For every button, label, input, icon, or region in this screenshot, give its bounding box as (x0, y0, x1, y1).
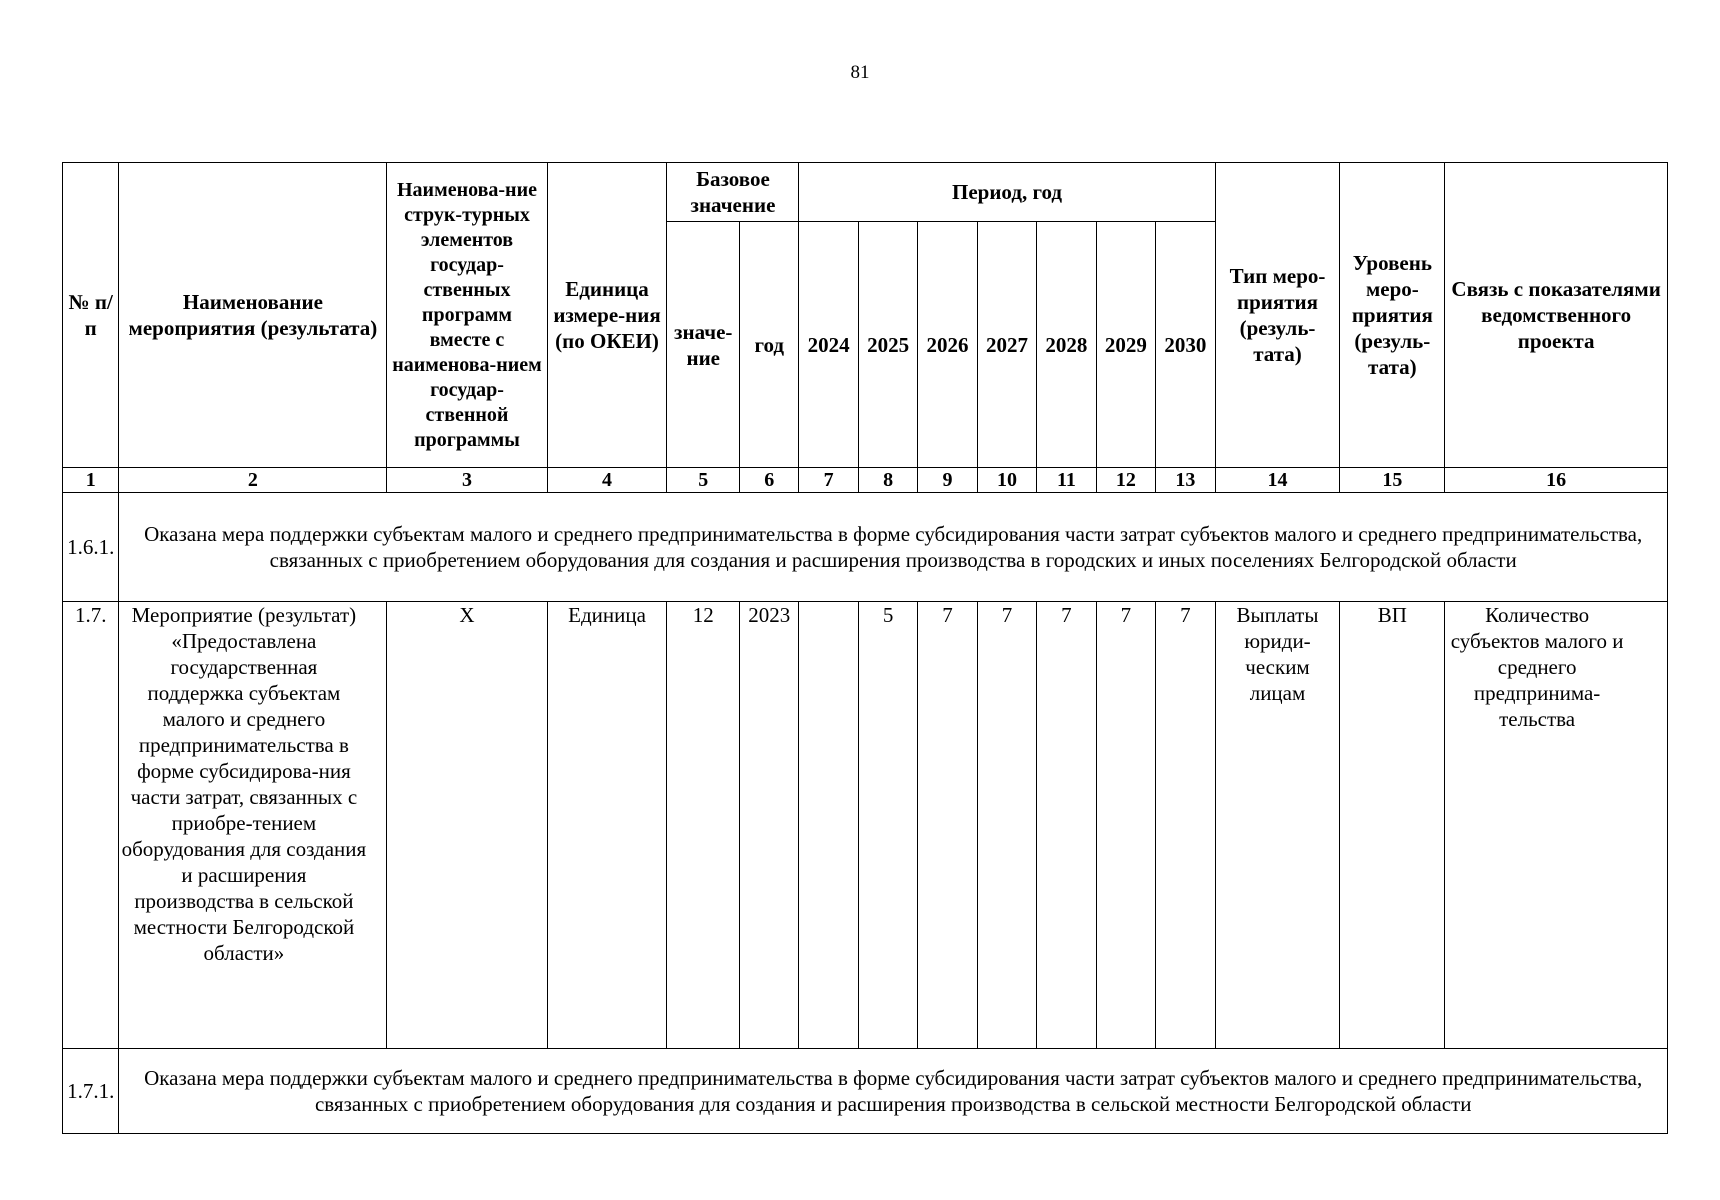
column-number: 1 (63, 468, 119, 493)
event-type-cell: Выплаты юриди-ческим лицам (1215, 602, 1340, 1049)
header-structural: Наименова-ние струк-турных элементов государ-ственных программ вместе с наименова-нием государ-ственной программы (387, 163, 547, 468)
header-name: Наименование мероприятия (результата) (119, 163, 387, 468)
year-value-2025: 5 (858, 602, 917, 1049)
year-value-2024 (799, 602, 858, 1049)
header-year-2029: 2029 (1096, 222, 1155, 468)
header-row-1 (63, 163, 1668, 222)
year-value-2027: 7 (977, 602, 1036, 1049)
header-period: Период, год (799, 163, 1215, 222)
column-number: 6 (740, 468, 799, 493)
header-type: Тип меро-приятия (резуль-тата) (1215, 163, 1340, 468)
header-year-2024: 2024 (799, 222, 858, 468)
header-year-2030: 2030 (1156, 222, 1215, 468)
year-value-2028: 7 (1037, 602, 1096, 1049)
data-row-1-7 (63, 602, 1668, 1049)
year-value-2030: 7 (1156, 602, 1215, 1049)
header-base-value: значе-ние (667, 222, 740, 468)
header-year-2028: 2028 (1037, 222, 1096, 468)
header-year-2027: 2027 (977, 222, 1036, 468)
section-text: Оказана мера поддержки субъектам малого и среднего предпринимательства в форме субсидирования части затрат субъектов малого и среднего предпринимательства, связанных с приобретением оборудования для создания и расширения производства в городских и иных поселениях Белгородской области (119, 493, 1668, 602)
column-number: 14 (1215, 468, 1340, 493)
column-number: 7 (799, 468, 858, 493)
header-level: Уровень меро-приятия (резуль-тата) (1340, 163, 1445, 468)
section-text: Оказана мера поддержки субъектам малого и среднего предпринимательства в форме субсидирования части затрат субъектов малого и среднего предпринимательства, связанных с приобретением оборудования для создания и расширения производства в сельской местности Белгородской области (119, 1049, 1668, 1134)
header-year-2026: 2026 (918, 222, 977, 468)
structural-element: Х (387, 602, 547, 1049)
column-number: 5 (667, 468, 740, 493)
unit-cell: Единица (547, 602, 667, 1049)
section-row-1-6-1 (63, 493, 1668, 602)
column-number: 8 (858, 468, 917, 493)
page-number: 81 (850, 62, 870, 83)
project-link-cell: Количество субъектов малого и среднего предпринима-тельства (1445, 602, 1668, 1049)
column-number: 16 (1445, 468, 1668, 493)
column-number: 13 (1156, 468, 1215, 493)
column-number: 15 (1340, 468, 1445, 493)
event-name: Мероприятие (результат) «Предоставлена государственная поддержка субъектам малого и среднего предпринимательства в форме субсидирова-ния части затрат, связанных с приобре-тением оборудования для создания и расширения производства в сельской местности Белгородской области» (119, 602, 387, 1049)
header-num: № п/п (63, 163, 119, 468)
header-base-year: год (740, 222, 799, 468)
events-table (62, 162, 1668, 1134)
column-number: 10 (977, 468, 1036, 493)
year-value-2026: 7 (918, 602, 977, 1049)
header-link: Связь с показателями ведомственного проекта (1445, 163, 1668, 468)
header-unit: Единица измере-ния (по ОКЕИ) (547, 163, 667, 468)
column-number: 4 (547, 468, 667, 493)
column-numbers-row (63, 468, 1668, 493)
row-index: 1.6.1. (63, 493, 119, 602)
base-value-cell: 12 (667, 602, 740, 1049)
section-row-1-7-1 (63, 1049, 1668, 1134)
column-number: 2 (119, 468, 387, 493)
column-number: 9 (918, 468, 977, 493)
row-index: 1.7. (63, 602, 119, 1049)
column-number: 11 (1037, 468, 1096, 493)
header-base: Базовое значение (667, 163, 799, 222)
header-year-2025: 2025 (858, 222, 917, 468)
row-index: 1.7.1. (63, 1049, 119, 1134)
base-year-cell: 2023 (740, 602, 799, 1049)
year-value-2029: 7 (1096, 602, 1155, 1049)
column-number: 12 (1096, 468, 1155, 493)
event-level-cell: ВП (1340, 602, 1445, 1049)
column-number: 3 (387, 468, 547, 493)
